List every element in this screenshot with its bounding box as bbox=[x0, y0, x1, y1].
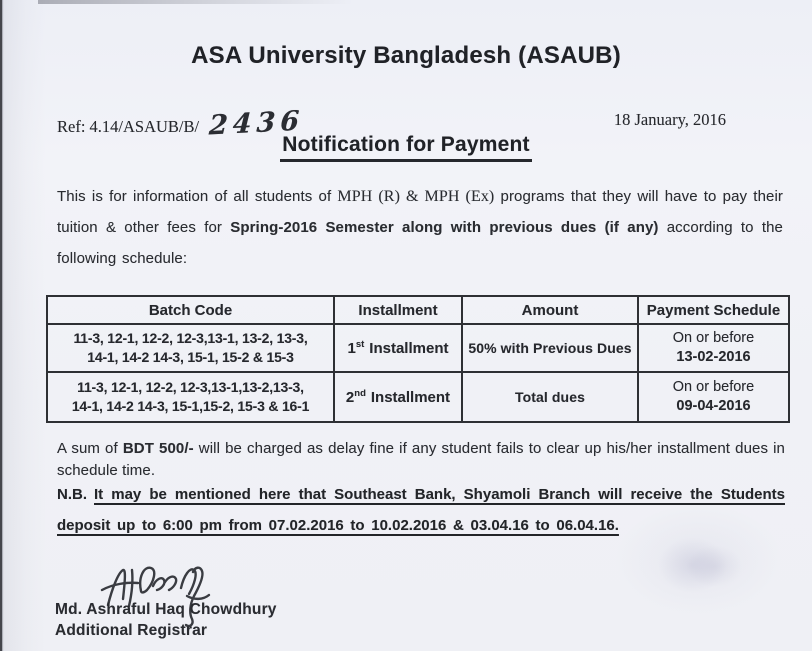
installment-cell bbox=[334, 324, 462, 372]
document-date: 18 January, 2016 bbox=[613, 110, 726, 129]
payment-schedule-cell bbox=[638, 372, 789, 422]
installment-number: 1 bbox=[347, 340, 356, 357]
header-amount: Amount bbox=[462, 296, 638, 324]
heading-wrap bbox=[0, 133, 812, 162]
intro-text-end: according to the following schedule: bbox=[57, 219, 783, 267]
batch-code-line: 14-1, 14-2 14-3, 15-1, 15-2 & 15-3 bbox=[87, 349, 294, 365]
installment-ordinal: nd bbox=[354, 388, 366, 399]
handwritten-ref-number: 2436 bbox=[208, 105, 306, 142]
installment-word: Installment bbox=[369, 340, 449, 357]
table-row bbox=[47, 372, 789, 422]
signatory-name: Md. Ashraful Haq Chowdhury bbox=[55, 601, 277, 618]
fine-text-start: A sum of bbox=[57, 440, 123, 457]
university-title: ASA University Bangladesh (ASAUB) bbox=[191, 42, 621, 69]
intro-paragraph bbox=[57, 181, 783, 274]
fine-text-end: will be charged as delay fine if any student fails to clear up his/her installment dues in schedule time. bbox=[57, 440, 785, 479]
reference-label: Ref: 4.14/ASAUB/B/ bbox=[57, 117, 200, 136]
intro-text-start: This is for information of all students of bbox=[57, 188, 338, 205]
payment-schedule-cell bbox=[638, 324, 789, 372]
signatory-title: Additional Registrar bbox=[55, 622, 208, 639]
header-batch-code: Batch Code bbox=[47, 296, 334, 324]
semester-emphasis: Spring-2016 Semester along with previous dues (if any) bbox=[230, 219, 659, 236]
scan-smudge-artifact bbox=[38, 0, 388, 4]
schedule-prefix: On or before bbox=[672, 329, 755, 346]
schedule-date: 09-04-2016 bbox=[676, 398, 751, 414]
schedule-prefix: On or before bbox=[672, 378, 755, 395]
table-header-row bbox=[47, 296, 789, 324]
signature-block bbox=[55, 601, 277, 640]
batch-code-line: 11-3, 12-1, 12-2, 12-3,13-1, 13-2, 13-3, bbox=[73, 329, 308, 346]
amount-cell: Total dues bbox=[462, 372, 638, 422]
notification-heading: Notification for Payment bbox=[280, 133, 532, 162]
installment-word: Installment bbox=[370, 389, 451, 406]
delay-fine-note bbox=[57, 438, 785, 481]
nb-label: N.B. bbox=[57, 486, 87, 503]
batch-code-cell bbox=[47, 324, 334, 372]
installment-number: 2 bbox=[345, 389, 355, 406]
installment-cell bbox=[334, 372, 462, 422]
schedule-date: 13-02-2016 bbox=[676, 349, 751, 365]
table-row bbox=[47, 324, 789, 372]
fine-amount: BDT 500/- bbox=[122, 440, 194, 457]
batch-code-line: 11-3, 12-1, 12-2, 12-3,13-1,13-2,13-3, bbox=[77, 378, 304, 395]
batch-code-line: 14-1, 14-2 14-3, 15-1,15-2, 15-3 & 16-1 bbox=[71, 398, 310, 414]
scan-blotch-artifact bbox=[655, 535, 730, 595]
payment-schedule-table bbox=[46, 295, 790, 423]
scan-edge-artifact bbox=[0, 0, 4, 651]
amount-cell: 50% with Previous Dues bbox=[462, 324, 638, 372]
header-payment-schedule: Payment Schedule bbox=[638, 296, 789, 324]
header-installment: Installment bbox=[334, 296, 462, 324]
nb-note bbox=[57, 479, 785, 541]
batch-code-cell bbox=[47, 372, 334, 422]
nb-underlined-text: It may be mentioned here that Southeast Bank, Shyamoli Branch will receive the Students deposit up to 6:00 pm from 07.02.2016 to 10.02.2016 & 03.04.16 to 06.04.16. bbox=[57, 486, 785, 534]
program-names: MPH (R) & MPH (Ex) bbox=[337, 188, 495, 205]
intro-text-middle: programs that they will have to pay their tuition & other fees for bbox=[57, 188, 783, 236]
installment-ordinal: st bbox=[355, 339, 365, 350]
